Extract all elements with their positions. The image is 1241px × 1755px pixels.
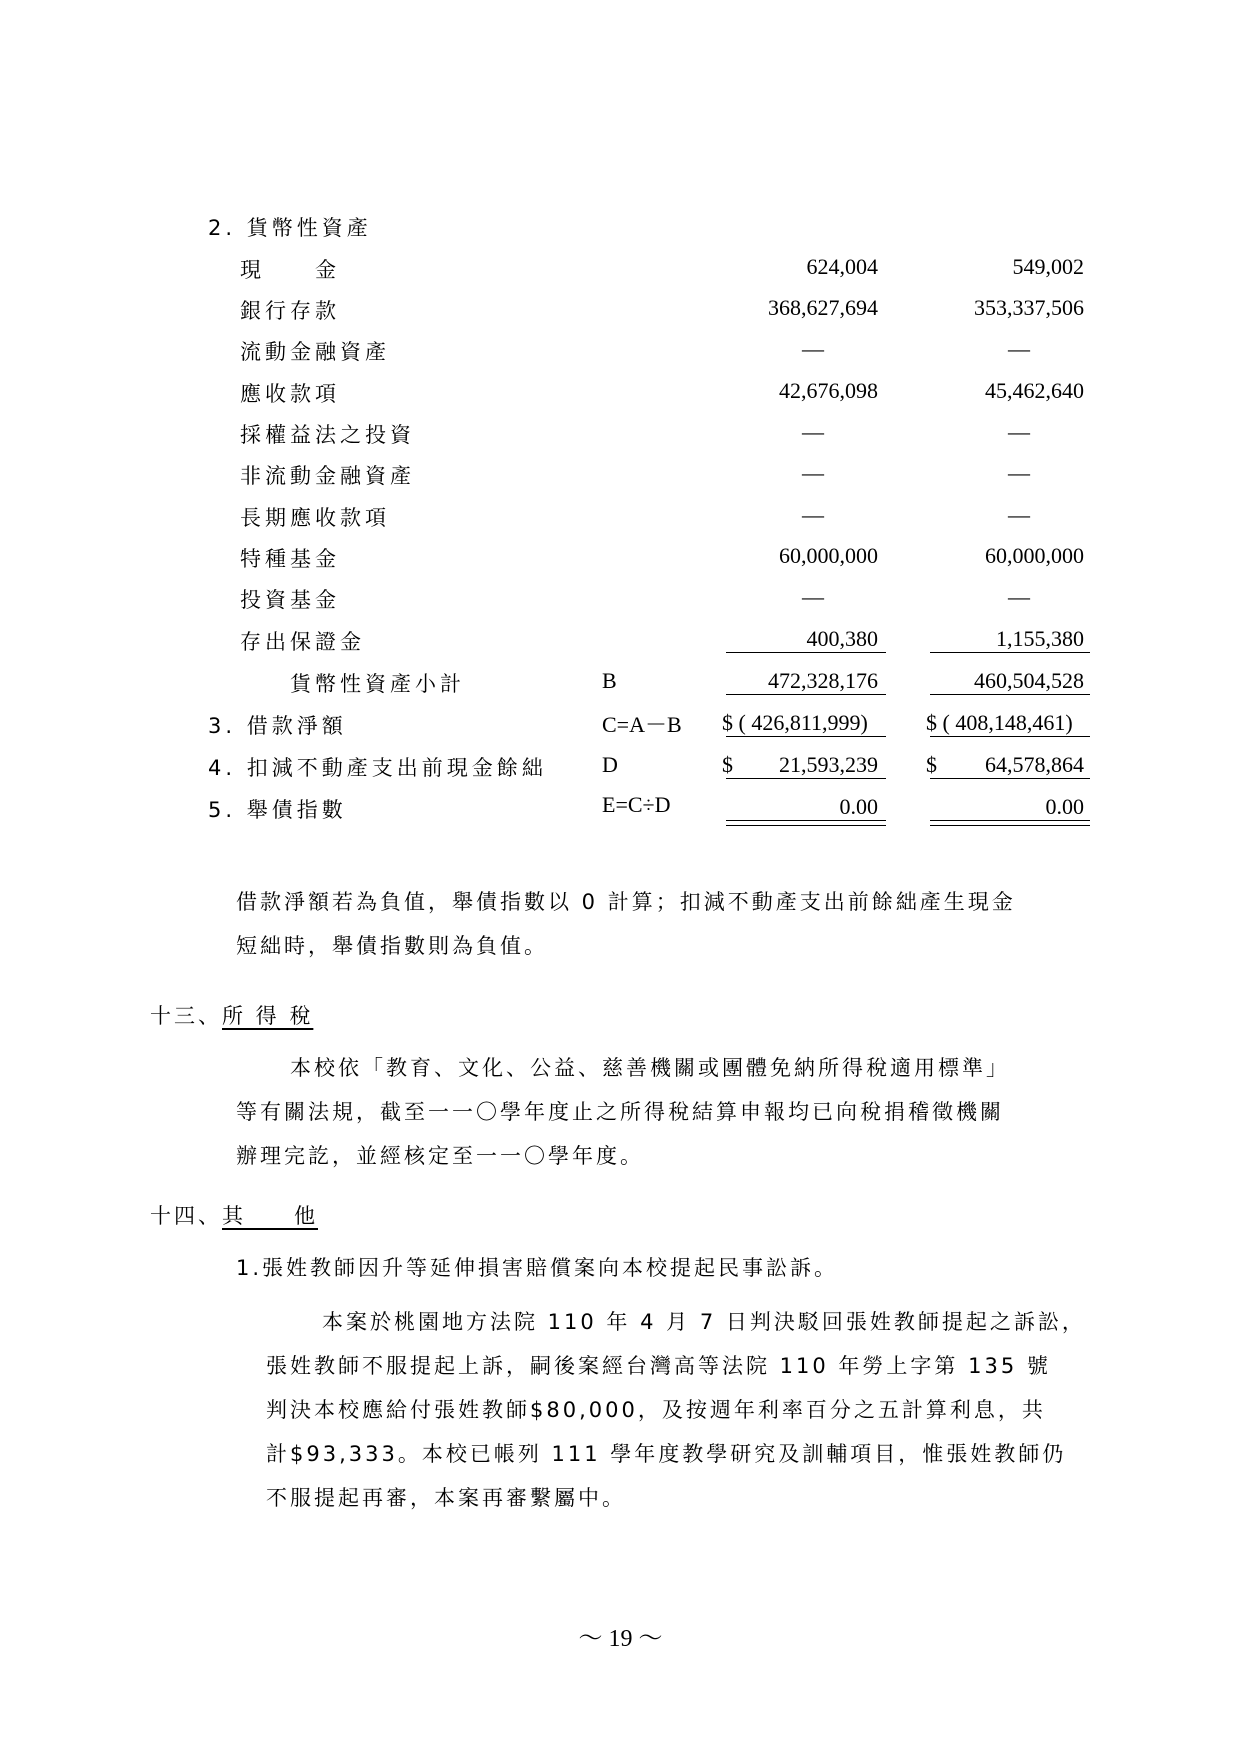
underline [726,778,886,779]
heading-income-tax [150,1000,313,1030]
heading-number: 十三、 [150,1004,222,1028]
note-line: 短絀時，舉債指數則為負值。 [236,934,548,958]
paragraph-line: 張姓教師不服提起上訴，嗣後案經台灣高等法院 110 年勞上字第 135 號 [266,1354,1051,1378]
paragraph-line: 等有關法規，截至一一〇學年度止之所得稅結算申報均已向稅捐稽徵機關 [236,1100,1004,1124]
debt-index-label: 5. 舉債指數 [208,798,347,822]
currency-prefix: $ ( [926,710,950,735]
row-label: 投資基金 [240,588,340,612]
subtotal-value-col2: 460,504,528 [974,668,1084,693]
paragraph-line: 本案於桃園地方法院 110 年 4 月 7 日判決駁回張姓教師提起之訴訟， [322,1310,1086,1334]
row-value-col2: 353,337,506 [974,295,1084,320]
cash-surplus-value-col2: 64,578,864 [985,752,1084,777]
currency-prefix: $ [722,752,733,777]
debt-index-code: E=C÷D [602,792,671,817]
row-value-col1: 400,380 [806,626,878,651]
row-value-col1: 624,004 [806,254,878,279]
debt-index-value-col1: 0.00 [839,794,878,819]
row-value-col2: 549,002 [1012,254,1084,279]
net-borrowing-label: 3. 借款淨額 [208,714,347,738]
paragraph-line: 計$93,333。本校已帳列 111 學年度教學研究及訓輔項目，惟張姓教師仍 [266,1442,1067,1466]
row-label: 流動金融資產 [240,340,390,364]
row-value-col2: — [1008,460,1030,485]
underline [726,694,886,695]
item-title: 1.張姓教師因升等延伸損害賠償案向本校提起民事訟訴。 [236,1256,839,1280]
row-value-col2: — [1008,336,1030,361]
underline [930,652,1090,653]
row-value-col1: — [802,460,824,485]
currency-prefix: $ [926,752,937,777]
double-underline [930,820,1090,826]
row-label: 採權益法之投資 [240,423,415,447]
row-value-col1: — [802,419,824,444]
currency-prefix: $ ( [722,710,746,735]
row-value-col2: 1,155,380 [996,626,1084,651]
heading-other [150,1200,318,1230]
paragraph-line: 判決本校應給付張姓教師$80,000，及按週年利率百分之五計算利息，共 [266,1398,1046,1422]
paragraph-line: 本校依「教育、文化、公益、慈善機關或團體免納所得稅適用標準」 [290,1056,1010,1080]
row-value-col2: — [1008,584,1030,609]
paragraph-line: 不服提起再審，本案再審繫屬中。 [266,1486,626,1510]
row-value-col1: 368,627,694 [768,295,878,320]
heading-number: 十四、 [150,1204,222,1228]
net-borrowing-col2 [926,710,1073,736]
subtotal-value-col1: 472,328,176 [768,668,878,693]
row-label: 應收款項 [240,382,340,406]
note-line: 借款淨額若為負值，舉債指數以 0 計算；扣減不動產支出前餘絀產生現金 [236,890,1016,914]
row-value-col1: 42,676,098 [779,378,878,403]
row-label: 銀行存款 [240,299,340,323]
heading-title: 其 他 [222,1204,318,1228]
paragraph-line: 辦理完訖，並經核定至一一〇學年度。 [236,1144,644,1168]
subtotal-label: 貨幣性資產小計 [290,672,465,696]
cash-surplus-value-col1: 21,593,239 [779,752,878,777]
net-borrowing-col1 [722,710,868,736]
paren-close: ) [1065,710,1073,735]
net-borrowing-value-col1: 426,811,999 [751,710,861,735]
underline [930,694,1090,695]
row-label: 非流動金融資產 [240,464,415,488]
page-number: ～ 19 ～ [578,1626,663,1652]
debt-index-value-col2: 0.00 [1045,794,1084,819]
row-value-col2: 60,000,000 [985,543,1084,568]
net-borrowing-code: C=A－B [602,712,682,737]
section-title-monetary-assets: 2. 貨幣性資產 [208,216,372,240]
row-label: 長期應收款項 [240,506,390,530]
row-label: 現 金 [240,258,340,282]
cash-surplus-label: 4. 扣減不動產支出前現金餘絀 [208,756,547,780]
net-borrowing-value-col2: 408,148,461 [955,710,1066,735]
cash-surplus-code: D [602,752,618,777]
heading-title: 所 得 稅 [222,1004,314,1028]
paren-close: ) [860,710,868,735]
row-value-col1: — [802,336,824,361]
row-label: 存出保證金 [240,630,365,654]
row-value-col2: — [1008,502,1030,527]
double-underline [726,820,886,826]
row-value-col2: — [1008,419,1030,444]
underline [930,778,1090,779]
row-label: 特種基金 [240,547,340,571]
subtotal-code: B [602,668,617,693]
underline [726,736,886,737]
row-value-col1: — [802,584,824,609]
underline [930,736,1090,737]
row-value-col1: — [802,502,824,527]
underline [726,652,886,653]
row-value-col1: 60,000,000 [779,543,878,568]
row-value-col2: 45,462,640 [985,378,1084,403]
